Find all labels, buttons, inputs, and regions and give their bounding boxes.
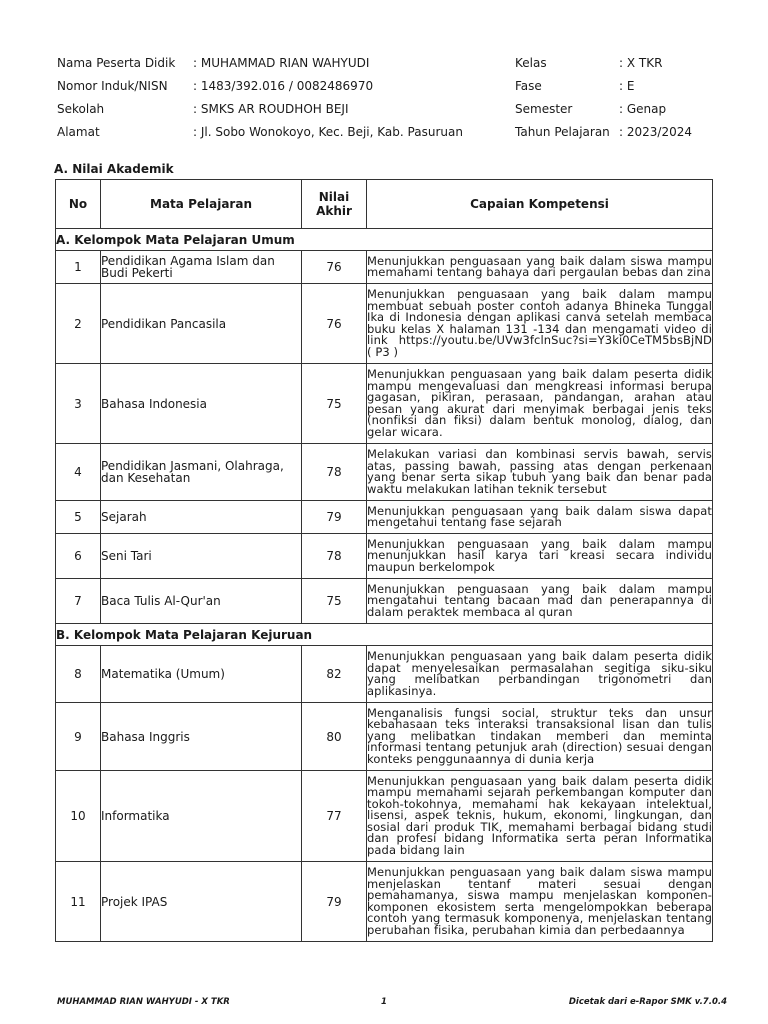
- row-mapel: Pendidikan Agama Islam dan Budi Pekerti: [101, 251, 302, 284]
- row-no: 7: [56, 579, 101, 624]
- table-row: [56, 862, 713, 942]
- info-row-nisn: [57, 77, 737, 100]
- row-capaian: Menunjukkan penguasaan yang baik dalam siswa mampu menjelaskan tentanf materi sesuai dengan pemahamanya, siswa mampu menjelaskan komponen-komponen ekosistem serta mengelompokkan beberapa contoh yang termasuk komponenya, menjelaskan tentang perubahan fisika, perubahan kimia dan perbedaannya: [367, 862, 713, 942]
- info-label: Fase: [515, 79, 542, 93]
- info-value: : Genap: [619, 102, 667, 116]
- row-mapel: Informatika: [101, 771, 302, 862]
- row-nilai: 82: [302, 646, 367, 703]
- row-capaian: Menunjukkan penguasaan yang baik dalam peserta didik mampu memahami sejarah perkembangan komputer dan tokoh-tokohnya, memahami hak kekayaan intelektual, lisensi, aspek teknis, hukum, ekonomi, lingkungan, dan sosial dari produk TIK, memahami berbagai bidang studi dan profesi bidang Informatika serta peran Informatika pada bidang lain: [367, 771, 713, 862]
- group-title: B. Kelompok Mata Pelajaran Kejuruan: [56, 624, 713, 646]
- header-no: No: [56, 180, 101, 229]
- row-nilai: 79: [302, 501, 367, 534]
- info-label: Alamat: [57, 125, 100, 139]
- footer-student: MUHAMMAD RIAN WAHYUDI - X TKR: [57, 997, 230, 1007]
- table-row: [56, 284, 713, 364]
- table-row: [56, 771, 713, 862]
- row-nilai: 77: [302, 771, 367, 862]
- info-label: Nomor Induk/NISN: [57, 79, 168, 93]
- row-nilai: 79: [302, 862, 367, 942]
- row-capaian: Menunjukkan penguasaan yang baik dalam siswa mampu memahami tentang bahaya dari pergaulan bebas dan zina: [367, 251, 713, 284]
- row-capaian: Menganalisis fungsi social, struktur teks dan unsur kebahasaan teks interaksi transaksional lisan dan tulis yang melibatkan tindakan memberi dan meminta informasi tentang petunjuk arah (direction) sesuai dengan konteks penggunaannya di dunia kerja: [367, 703, 713, 771]
- row-nilai: 75: [302, 579, 367, 624]
- info-label: Sekolah: [57, 102, 105, 116]
- group-row: [56, 229, 713, 251]
- table-row: [56, 579, 713, 624]
- row-nilai: 75: [302, 364, 367, 444]
- info-value: : E: [619, 79, 635, 93]
- row-mapel: Pendidikan Pancasila: [101, 284, 302, 364]
- row-no: 2: [56, 284, 101, 364]
- info-value: : X TKR: [619, 56, 663, 70]
- row-no: 3: [56, 364, 101, 444]
- group-row: [56, 624, 713, 646]
- row-mapel: Baca Tulis Al-Qur'an: [101, 579, 302, 624]
- header-nilai-line2: Akhir: [316, 204, 352, 218]
- table-row: [56, 646, 713, 703]
- info-label: Nama Peserta Didik: [57, 56, 176, 70]
- row-capaian: Menunjukkan penguasaan yang baik dalam mampu membuat sebuah poster contoh adanya Bhineka Tunggal Ika di Indonesia dengan aplikasi canva setelah membaca buku kelas X halaman 131 -134 dan mengamati video di link https://youtu.be/UVw3fclnSuc?si=Y3ki0CeTM5bsBjND ( P3 ): [367, 284, 713, 364]
- footer-generator: Dicetak dari e-Rapor SMK v.7.0.4: [568, 997, 727, 1007]
- info-value: : Jl. Sobo Wonokoyo, Kec. Beji, Kab. Pasuruan: [193, 125, 463, 139]
- header-nilai: [302, 180, 367, 229]
- footer-page-number: 1: [381, 997, 387, 1007]
- row-no: 9: [56, 703, 101, 771]
- table-header-row: [56, 180, 713, 229]
- table-row: [56, 364, 713, 444]
- row-no: 6: [56, 534, 101, 579]
- section-title: A. Nilai Akademik: [54, 162, 174, 176]
- table-row: [56, 703, 713, 771]
- row-capaian: Menunjukkan penguasaan yang baik dalam mampu mengatahui tentang bacaan mad dan penerapannya di dalam peraktek membaca al quran: [367, 579, 713, 624]
- info-value: : MUHAMMAD RIAN WAHYUDI: [193, 56, 370, 70]
- row-no: 4: [56, 444, 101, 501]
- row-no: 1: [56, 251, 101, 284]
- page-footer: [57, 997, 727, 1011]
- row-mapel: Projek IPAS: [101, 862, 302, 942]
- header-nilai-line1: Nilai: [318, 190, 350, 204]
- row-mapel: Pendidikan Jasmani, Olahraga, dan Kesehatan: [101, 444, 302, 501]
- row-mapel: Matematika (Umum): [101, 646, 302, 703]
- row-no: 5: [56, 501, 101, 534]
- header-mapel: Mata Pelajaran: [101, 180, 302, 229]
- info-row-address: [57, 123, 737, 146]
- info-label: Tahun Pelajaran: [515, 125, 610, 139]
- group-title: A. Kelompok Mata Pelajaran Umum: [56, 229, 713, 251]
- row-capaian: Menunjukkan penguasaan yang baik dalam mampu menunjukkan hasil karya tari kreasi secara individu maupun berkelompok: [367, 534, 713, 579]
- table-row: [56, 534, 713, 579]
- row-nilai: 80: [302, 703, 367, 771]
- row-no: 11: [56, 862, 101, 942]
- row-mapel: Bahasa Inggris: [101, 703, 302, 771]
- info-label: Kelas: [515, 56, 547, 70]
- row-capaian: Menunjukkan penguasaan yang baik dalam peserta didik mampu mengevaluasi dan mengkreasi informasi berupa gagasan, pikiran, perasaan, pandangan, arahan atau pesan yang akurat dari menyimak berbagai jenis teks (nonfiksi dan fiksi) dalam bentuk monolog, dialog, dan gelar wicara.: [367, 364, 713, 444]
- row-nilai: 78: [302, 444, 367, 501]
- info-row-school: [57, 100, 737, 123]
- row-capaian: Menunjukkan penguasaan yang baik dalam peserta didik dapat menyelesaikan permasalahan segitiga siku-siku yang melibatkan perbandingan trigonometri dan aplikasinya.: [367, 646, 713, 703]
- grades-table: [55, 179, 713, 942]
- row-mapel: Sejarah: [101, 501, 302, 534]
- row-no: 10: [56, 771, 101, 862]
- info-label: Semester: [515, 102, 573, 116]
- table-row: [56, 501, 713, 534]
- info-value: : SMKS AR ROUDHOH BEJI: [193, 102, 349, 116]
- row-capaian: Menunjukkan penguasaan yang baik dalam siswa dapat mengetahui tentang fase sejarah: [367, 501, 713, 534]
- row-no: 8: [56, 646, 101, 703]
- table-row: [56, 444, 713, 501]
- row-mapel: Bahasa Indonesia: [101, 364, 302, 444]
- student-info: [57, 54, 737, 146]
- info-value: : 1483/392.016 / 0082486970: [193, 79, 374, 93]
- info-value: : 2023/2024: [619, 125, 692, 139]
- row-nilai: 78: [302, 534, 367, 579]
- header-capaian: Capaian Kompetensi: [367, 180, 713, 229]
- row-mapel: Seni Tari: [101, 534, 302, 579]
- info-row-name: [57, 54, 737, 77]
- row-nilai: 76: [302, 284, 367, 364]
- row-nilai: 76: [302, 251, 367, 284]
- table-row: [56, 251, 713, 284]
- row-capaian: Melakukan variasi dan kombinasi servis bawah, servis atas, passing bawah, passing atas dengan perkenaan yang benar serta sikap tubuh yang baik dan benar pada waktu melakukan latihan teknik tersebut: [367, 444, 713, 501]
